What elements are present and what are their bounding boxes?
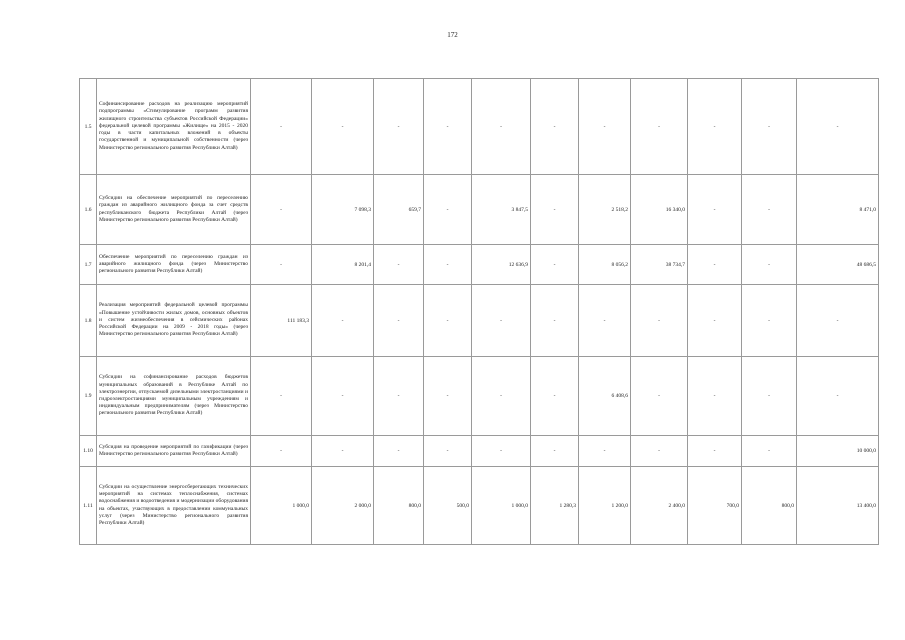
value-cell: - xyxy=(797,79,879,175)
value-cell: - xyxy=(531,357,579,436)
value-cell: 111 183,3 xyxy=(251,285,312,357)
value-cell: 8 056,2 xyxy=(579,245,631,285)
table-row xyxy=(80,245,879,285)
table-row xyxy=(80,79,879,175)
value-cell: 500,0 xyxy=(424,467,472,545)
value-cell: - xyxy=(424,436,472,467)
value-cell: - xyxy=(472,285,531,357)
table-row xyxy=(80,357,879,436)
value-cell: - xyxy=(312,357,374,436)
value-cell: 659,7 xyxy=(374,175,424,245)
value-cell: - xyxy=(742,175,797,245)
table-row xyxy=(80,436,879,467)
value-cell: - xyxy=(742,357,797,436)
value-cell: - xyxy=(251,175,312,245)
value-cell: 8 471,0 xyxy=(797,175,879,245)
value-cell: - xyxy=(374,79,424,175)
value-cell: - xyxy=(797,285,879,357)
value-cell: - xyxy=(631,436,688,467)
value-cell: 800,0 xyxy=(742,467,797,545)
value-cell: - xyxy=(797,357,879,436)
value-cell: - xyxy=(531,245,579,285)
value-cell: - xyxy=(579,436,631,467)
row-number: 1.11 xyxy=(80,467,97,545)
value-cell: - xyxy=(424,357,472,436)
value-cell: - xyxy=(312,79,374,175)
value-cell: - xyxy=(688,357,742,436)
value-cell: - xyxy=(631,357,688,436)
value-cell: 2 518,2 xyxy=(579,175,631,245)
row-description: Реализация мероприятий федеральной целевой программы «Повышение устойчивости жилых домов, основных объектов и систем жизнеобеспечения в сейсмических районах Российской Федерации на 2009 - 2018 годы» (через Министерство регионального развития Республики Алтай) xyxy=(97,285,251,357)
value-cell: 1 200,0 xyxy=(579,467,631,545)
table-row xyxy=(80,467,879,545)
value-cell: - xyxy=(531,175,579,245)
value-cell: 6 408,6 xyxy=(579,357,631,436)
value-cell: - xyxy=(424,79,472,175)
row-number: 1.10 xyxy=(80,436,97,467)
value-cell: - xyxy=(631,79,688,175)
value-cell: 10 000,0 xyxy=(797,436,879,467)
row-number: 1.9 xyxy=(80,357,97,436)
value-cell: - xyxy=(742,245,797,285)
value-cell: 38 734,7 xyxy=(631,245,688,285)
value-cell: 800,0 xyxy=(374,467,424,545)
value-cell: 1 280,3 xyxy=(531,467,579,545)
value-cell: - xyxy=(251,245,312,285)
row-number: 1.7 xyxy=(80,245,97,285)
value-cell: 12 636,9 xyxy=(472,245,531,285)
value-cell: - xyxy=(374,285,424,357)
value-cell: - xyxy=(472,357,531,436)
row-description: Субсидии на осуществление энергосберегающих технических мероприятий на системах теплоснабжения, системах водоснабжения и водоотведения и модернизации оборудования на объектах, участвующих в предоставлении коммунальных услуг (через Министерство регионального развития Республики Алтай) xyxy=(97,467,251,545)
value-cell: - xyxy=(424,175,472,245)
value-cell: - xyxy=(688,79,742,175)
value-cell: 13 400,0 xyxy=(797,467,879,545)
row-number: 1.5 xyxy=(80,79,97,175)
value-cell: - xyxy=(742,79,797,175)
value-cell: 3 847,5 xyxy=(472,175,531,245)
value-cell: - xyxy=(374,245,424,285)
value-cell: - xyxy=(688,245,742,285)
budget-table xyxy=(79,78,879,545)
value-cell: 1 000,0 xyxy=(251,467,312,545)
row-description: Субсидии на обеспечение мероприятий по переселению граждан из аварийного жилищного фонда за счет средств республиканского бюджета Республики Алтай (через Министерство регионального развития Республики Алтай) xyxy=(97,175,251,245)
value-cell: 8 201,4 xyxy=(312,245,374,285)
row-description: Обеспечение мероприятий по переселению граждан из аварийного жилищного фонда (через Министерство регионального развития Республики Алтай) xyxy=(97,245,251,285)
value-cell: - xyxy=(631,285,688,357)
page-number: 172 xyxy=(447,31,458,39)
value-cell: - xyxy=(312,436,374,467)
value-cell: 2 400,0 xyxy=(631,467,688,545)
value-cell: - xyxy=(472,436,531,467)
value-cell: - xyxy=(531,79,579,175)
value-cell: - xyxy=(312,285,374,357)
value-cell: - xyxy=(531,436,579,467)
value-cell: 2 000,0 xyxy=(312,467,374,545)
value-cell: - xyxy=(374,436,424,467)
value-cell: - xyxy=(251,79,312,175)
value-cell: 7 098,3 xyxy=(312,175,374,245)
row-description: Субсидии на софинансирование расходов бюджетов муниципальных образований в Республике Алтай по электроэнергии, отпускаемой дизельными электростанциями и гидроэлектростанциями муниципальным учреждениям и индивидуальным предпринимателям (через Министерство регионального развития Республики Алтай) xyxy=(97,357,251,436)
row-number: 1.6 xyxy=(80,175,97,245)
value-cell: - xyxy=(688,175,742,245)
value-cell: - xyxy=(742,436,797,467)
value-cell: - xyxy=(742,285,797,357)
row-description: Субсидия на проведение мероприятий по газификации (через Министерство регионального развития Республики Алтай) xyxy=(97,436,251,467)
value-cell: 16 340,0 xyxy=(631,175,688,245)
value-cell: 700,0 xyxy=(688,467,742,545)
row-number: 1.8 xyxy=(80,285,97,357)
value-cell: - xyxy=(472,79,531,175)
value-cell: - xyxy=(424,285,472,357)
value-cell: - xyxy=(579,79,631,175)
value-cell: 48 686,5 xyxy=(797,245,879,285)
value-cell: - xyxy=(688,285,742,357)
value-cell: 1 000,0 xyxy=(472,467,531,545)
value-cell: - xyxy=(374,357,424,436)
value-cell: - xyxy=(251,436,312,467)
row-description: Софинансирование расходов на реализацию мероприятий подпрограммы «Стимулирование программ развития жилищного строительства субъектов Российской Федерации» федеральной целевой программы «Жилище» на 2015 - 2020 годы в части капитальных вложений в объекты государственной и муниципальной собственности (через Министерство регионального развития Республики Алтай) xyxy=(97,79,251,175)
table-row xyxy=(80,285,879,357)
table-row xyxy=(80,175,879,245)
value-cell: - xyxy=(579,285,631,357)
value-cell: - xyxy=(688,436,742,467)
value-cell: - xyxy=(424,245,472,285)
value-cell: - xyxy=(531,285,579,357)
value-cell: - xyxy=(251,357,312,436)
